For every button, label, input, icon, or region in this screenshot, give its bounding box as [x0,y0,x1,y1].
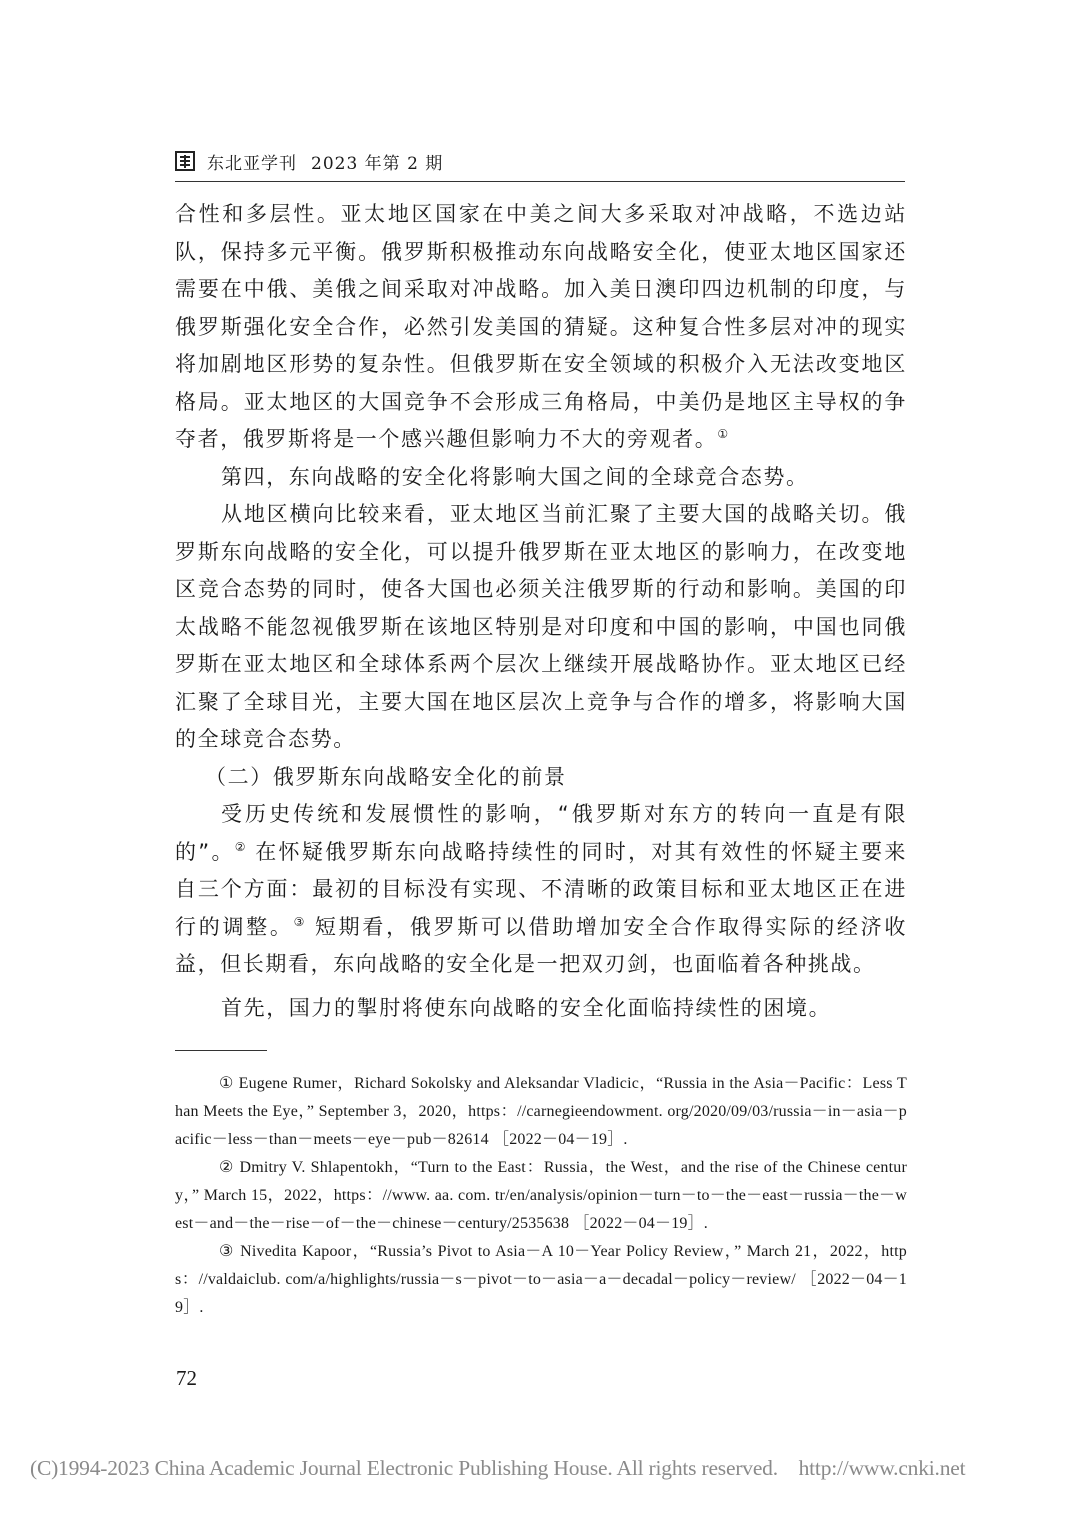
running-header [175,146,905,176]
copyright-notice: (C)1994-2023 China Academic Journal Electronic Publishing House. All rights reserved. http://www.cnki.net [30,1456,966,1480]
paragraph-5 [175,990,907,1028]
footnotes [175,1070,907,1322]
paragraph-text: 首先，国力的掣肘将使东向战略的安全化面临持续性的困境。 [221,995,832,1020]
paragraph-text: 在怀疑俄罗斯东向战略持续性的同时，对其有效性的怀疑主要来自三个方面：最初的目标没有实现、不清晰的政策目标和亚太地区正在进行的调整。 [175,839,907,939]
paragraph-2 [175,459,907,497]
paragraph-text: 短期看，俄罗斯可以借助增加安全合作取得实际的经济收益，但长期看，东向战略的安全化是一把双刃剑，也面临着各种挑战。 [175,914,907,976]
paragraph-3 [175,496,907,759]
section-heading [175,759,907,797]
header-divider [175,181,905,182]
journal-logo-icon [175,151,195,171]
footnote-ref-3[interactable]: ③ [293,914,306,929]
footnote-ref-2[interactable]: ② [234,839,247,854]
paragraph-text: 从地区横向比较来看，亚太地区当前汇聚了主要大国的战略关切。俄罗斯东向战略的安全化，可以提升俄罗斯在亚太地区的影响力，在改变地区竞合态势的同时，使各大国也必须关注俄罗斯的行动和影响。美国的印太战略不能忽视俄罗斯在该地区特别是对印度和中国的影响，中国也同俄罗斯在亚太地区和全球体系两个层次上继续开展战略协作。亚太地区已经汇聚了全球目光，主要大国在地区层次上竞争与合作的增多，将影响大国的全球竞合态势。 [175,502,907,751]
paragraph-text: 受历史传统和发展惯性的影响，“俄罗斯对东方的转向一直是有限的”。 [175,802,907,864]
paragraph-text: 第四，东向战略的安全化将影响大国之间的全球竞合态势。 [221,464,809,489]
footnote-1: ① Eugene Rumer，Richard Sokolsky and Aleksandar Vladicic，“Russia in the Asia－Pacific：Less Than Meets the Eye，” September 3，2020，https：//carnegieendowment. org/2020/09/03/russia－in－asia－pacific－less－than－meets－eye－pub－82614 ［2022－04－19］. [175,1075,907,1148]
journal-title: 东北亚学刊 [207,153,297,174]
paragraph-1 [175,196,907,459]
journal-issue: 2023 年第 2 期 [311,153,444,174]
section-heading-text: （二）俄罗斯东向战略安全化的前景 [205,764,567,789]
body-text [175,196,907,1027]
footnote-2: ② Dmitry V. Shlapentokh，“Turn to the East：Russia，the West，and the rise of the Chinese century，” March 15，2022，https：//www. aa. com. tr/en/analysis/opinion－turn－to－the－east－russia－the－west－and－the－rise－of－the－chinese－century/2535638 ［2022－04－19］. [175,1159,907,1232]
paragraph-4 [175,796,907,984]
footnote-ref-1[interactable]: ① [717,427,729,441]
page-number: 72 [176,1366,197,1390]
footnote-divider [175,1050,267,1051]
footnote-3: ③ Nivedita Kapoor，“Russia’s Pivot to Asia－A 10－Year Policy Review，” March 21，2022，https：//valdaiclub. com/a/highlights/russia－s－pivot－to－asia－a－decadal－policy－review/ ［2022－04－19］. [175,1243,907,1316]
paragraph-text: 合性和多层性。亚太地区国家在中美之间大多采取对冲战略，不选边站队，保持多元平衡。俄罗斯积极推动东向战略安全化，使亚太地区国家还需要在中俄、美俄之间采取对冲战略。加入美日澳印四边机制的印度，与俄罗斯强化安全合作，必然引发美国的猜疑。这种复合性多层对冲的现实将加剧地区形势的复杂性。但俄罗斯在安全领域的积极介入无法改变地区格局。亚太地区的大国竞争不会形成三角格局，中美仍是地区主导权的争夺者，俄罗斯将是一个感兴趣但影响力不大的旁观者。 [175,202,907,451]
